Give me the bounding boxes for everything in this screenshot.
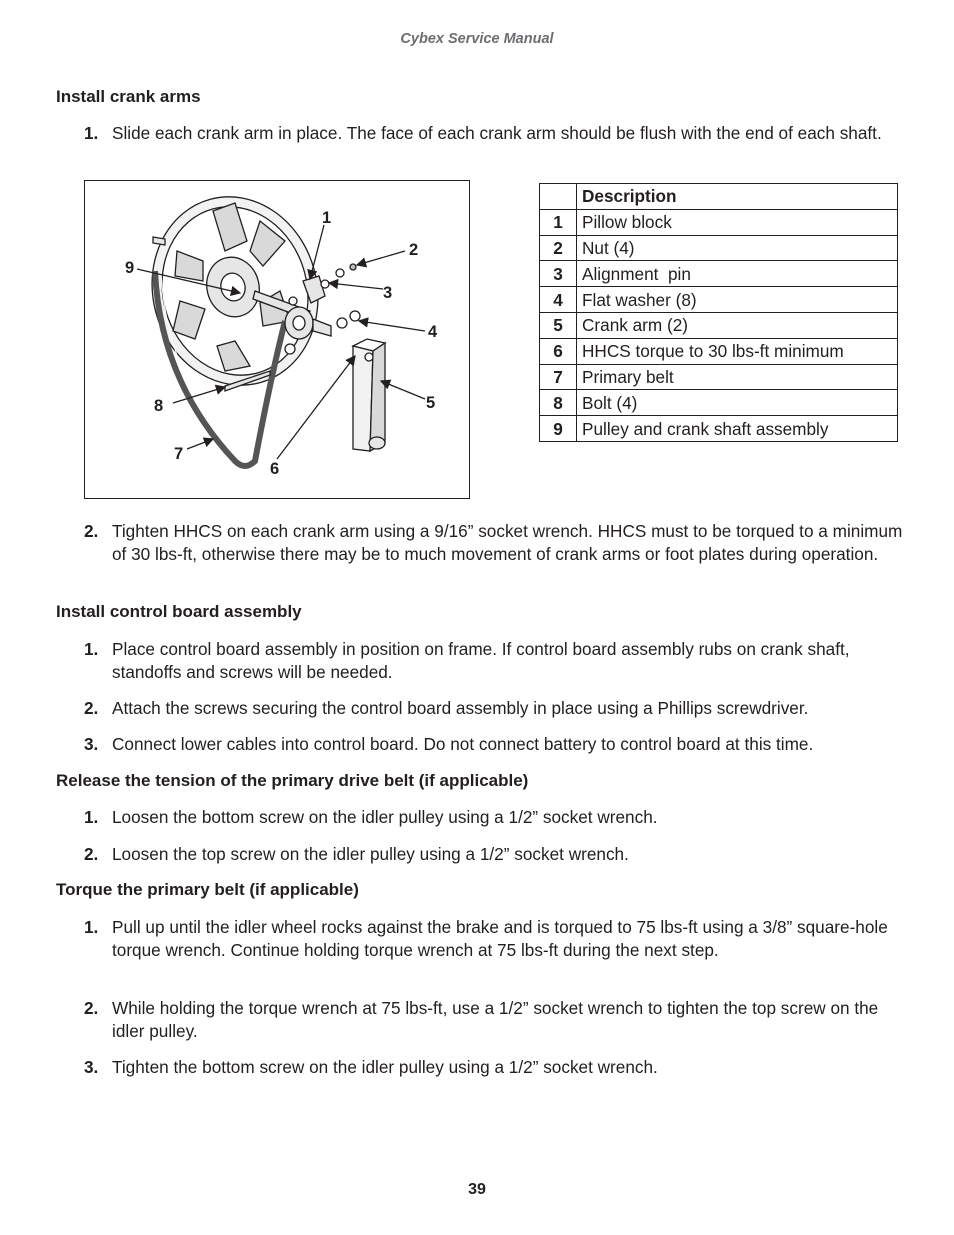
page-number: 39 xyxy=(468,1181,486,1198)
step-item xyxy=(84,733,904,756)
step-number: 1. xyxy=(84,917,99,937)
table-row xyxy=(540,235,898,261)
step-text: Tighten HHCS on each crank arm using a 9/16” socket wrench. HHCS must to be torqued to a minimum of 30 lbs-ft, otherwise there may be to much movement of crank arms or foot plates during operation. xyxy=(112,521,903,564)
step-text: Place control board assembly in position on frame. If control board assembly rubs on crank shaft, standoffs and screws will be needed. xyxy=(112,639,850,682)
step-number: 1. xyxy=(84,123,99,143)
callout-5: 5 xyxy=(426,394,436,412)
part-number: 2 xyxy=(540,235,577,261)
parts-table-header-row xyxy=(540,184,898,210)
table-row xyxy=(540,338,898,364)
step-item xyxy=(84,916,904,961)
section-title-release-tension: Release the tension of the primary drive belt (if applicable) xyxy=(56,771,529,790)
part-number: 7 xyxy=(540,364,577,390)
part-number: 4 xyxy=(540,287,577,313)
running-header: Cybex Service Manual xyxy=(400,31,554,47)
section-title-install-control-board: Install control board assembly xyxy=(56,602,302,621)
step-text: Tighten the bottom screw on the idler pulley using a 1/2” socket wrench. xyxy=(112,1057,658,1077)
parts-table xyxy=(539,183,898,442)
step-item xyxy=(84,697,904,720)
step-number: 1. xyxy=(84,807,99,827)
step-text: Slide each crank arm in place. The face of each crank arm should be flush with the end of each shaft. xyxy=(112,123,882,143)
table-row xyxy=(540,416,898,442)
part-description: Pillow block xyxy=(577,209,898,235)
table-row xyxy=(540,312,898,338)
table-row xyxy=(540,390,898,416)
table-row xyxy=(540,209,898,235)
parts-table-header-description: Description xyxy=(577,184,898,210)
step-number: 3. xyxy=(84,1057,99,1077)
step-text: Attach the screws securing the control board assembly in place using a Phillips screwdriver. xyxy=(112,698,809,718)
step-item xyxy=(84,843,904,866)
table-row xyxy=(540,287,898,313)
callout-4: 4 xyxy=(428,323,438,341)
step-text: Connect lower cables into control board. Do not connect battery to control board at this time. xyxy=(112,734,814,754)
part-description: Crank arm (2) xyxy=(577,312,898,338)
step-number: 2. xyxy=(84,844,99,864)
step-item xyxy=(84,997,904,1042)
part-number: 6 xyxy=(540,338,577,364)
part-number: 5 xyxy=(540,312,577,338)
step-text: While holding the torque wrench at 75 lbs-ft, use a 1/2” socket wrench to tighten the top screw on the idler pulley. xyxy=(112,998,879,1041)
callout-7: 7 xyxy=(174,445,184,463)
step-number: 2. xyxy=(84,998,99,1018)
part-description: HHCS torque to 30 lbs-ft minimum xyxy=(577,338,898,364)
step-text: Loosen the top screw on the idler pulley using a 1/2” socket wrench. xyxy=(112,844,629,864)
part-number: 9 xyxy=(540,416,577,442)
step-item xyxy=(84,1056,904,1079)
section-title-install-crank-arms: Install crank arms xyxy=(56,87,201,106)
part-description: Primary belt xyxy=(577,364,898,390)
callout-9: 9 xyxy=(125,259,135,277)
part-number: 1 xyxy=(540,209,577,235)
part-number: 8 xyxy=(540,390,577,416)
table-row xyxy=(540,364,898,390)
part-description: Flat washer (8) xyxy=(577,287,898,313)
callout-2: 2 xyxy=(409,241,419,259)
section-title-torque-belt: Torque the primary belt (if applicable) xyxy=(56,880,359,899)
callout-6: 6 xyxy=(270,460,280,478)
callout-3: 3 xyxy=(383,284,393,302)
step-text: Loosen the bottom screw on the idler pulley using a 1/2” socket wrench. xyxy=(112,807,658,827)
part-description: Nut (4) xyxy=(577,235,898,261)
step-number: 3. xyxy=(84,734,99,754)
step-number: 2. xyxy=(84,521,99,541)
part-number: 3 xyxy=(540,261,577,287)
callout-1: 1 xyxy=(322,209,332,227)
parts-table-header-blank xyxy=(540,184,577,210)
step-text: Pull up until the idler wheel rocks against the brake and is torqued to 75 lbs-ft using a 3/8” square-hole torque wrench. Continue holding torque wrench at 75 lbs-ft during the next step. xyxy=(112,917,888,960)
callout-8: 8 xyxy=(154,397,164,415)
part-description: Bolt (4) xyxy=(577,390,898,416)
part-description: Alignment pin xyxy=(577,261,898,287)
step-item xyxy=(84,520,904,565)
crank-assembly-figure xyxy=(84,180,470,499)
table-row xyxy=(540,261,898,287)
step-item xyxy=(84,806,904,829)
step-number: 2. xyxy=(84,698,99,718)
step-item xyxy=(84,122,904,145)
step-number: 1. xyxy=(84,639,99,659)
exploded-view-drawing xyxy=(85,181,471,500)
step-item xyxy=(84,638,904,683)
part-description: Pulley and crank shaft assembly xyxy=(577,416,898,442)
